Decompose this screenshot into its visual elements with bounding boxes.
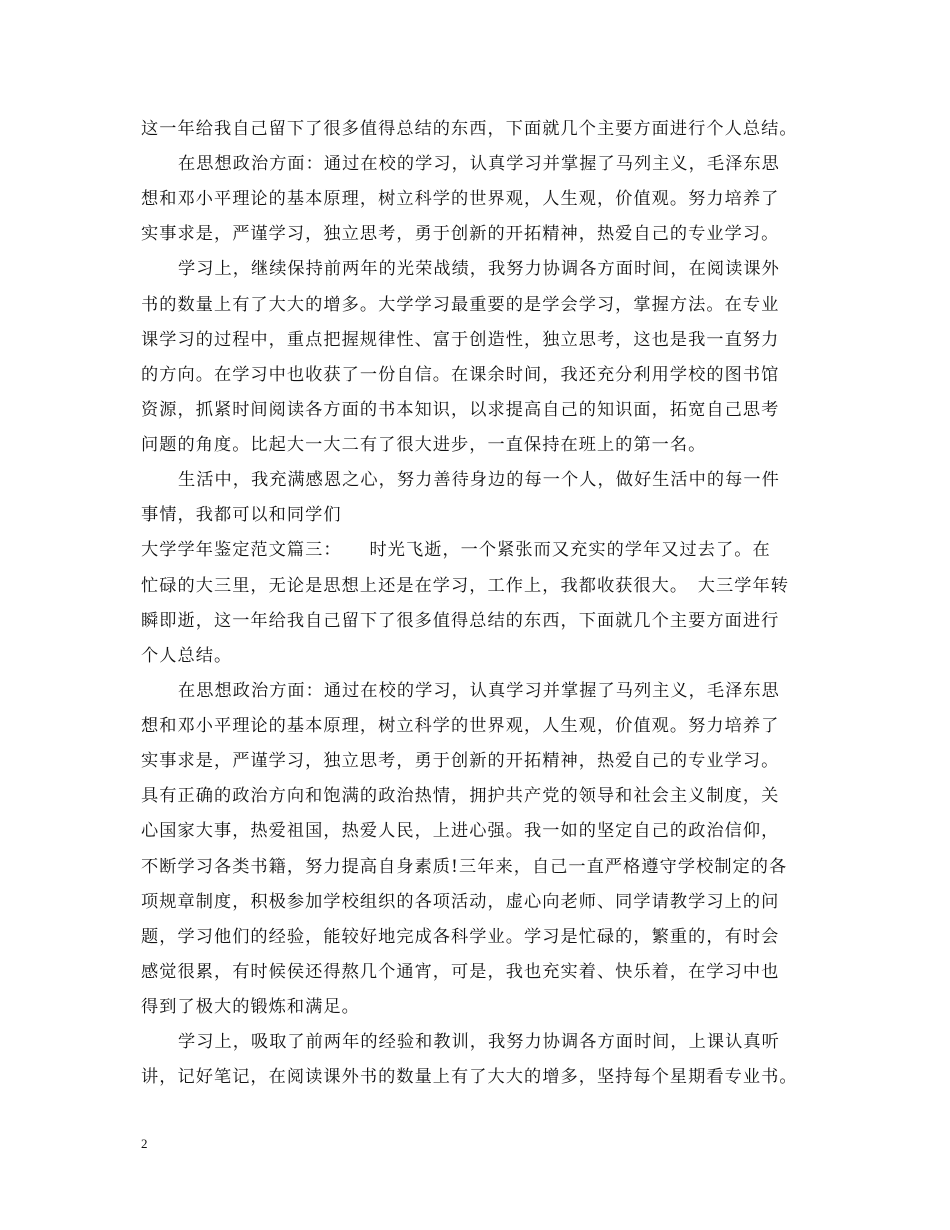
- text-line: 忙碌的大三里，无论是思想上还是在学习，工作上，我都收获很大。 大三学年转: [141, 576, 789, 596]
- text-line: 在思想政治方面：通过在校的学习，认真学习并掌握了马列主义，毛泽东思: [178, 681, 780, 701]
- text-line: 这一年给我自己留下了很多值得总结的东西，下面就几个主要方面进行个人总结。: [141, 119, 798, 139]
- text-line: 大学学年鉴定范文篇三： 时光飞逝，一个紧张而又充实的学年又过去了。在: [141, 540, 771, 560]
- text-line: 感觉很累，有时候侯还得熬几个通宵，可是，我也充实着、快乐着，在学习中也: [141, 962, 780, 982]
- text-line: 学习上，继续保持前两年的光荣战绩，我努力协调各方面时间，在阅读课外: [178, 259, 780, 279]
- text-line: 实事求是，严谨学习，独立思考，勇于创新的开拓精神，热爱自己的专业学习。: [141, 224, 780, 244]
- text-line: 问题的角度。比起大一大二有了很大进步，一直保持在班上的第一名。: [141, 435, 707, 455]
- text-line: 学习上，吸取了前两年的经验和教训，我努力协调各方面时间，上课认真听: [178, 1032, 780, 1052]
- text-line: 生活中，我充满感恩之心，努力善待身边的每一个人，做好生活中的每一件: [178, 470, 780, 490]
- text-line: 的方向。在学习中也收获了一份自信。在课余时间，我还充分利用学校的图书馆: [141, 365, 780, 385]
- text-line: 课学习的过程中，重点把握规律性、富于创造性，独立思考，这也是我一直努力: [141, 330, 780, 350]
- text-line: 心国家大事，热爱祖国，热爱人民，上进心强。我一如的坚定自己的政治信仰，: [141, 821, 780, 841]
- text-line: 个人总结。: [141, 646, 233, 666]
- text-line: 项规章制度，积极参加学校组织的各项活动，虚心向老师、同学请教学习上的问: [141, 892, 780, 912]
- text-line: 事情，我都可以和同学们: [141, 505, 342, 525]
- text-line: 瞬即逝，这一年给我自己留下了很多值得总结的东西，下面就几个主要方面进行: [141, 611, 780, 631]
- text-line: 书的数量上有了大大的增多。大学学习最重要的是学会学习，掌握方法。在专业: [141, 295, 780, 315]
- text-line: 得到了极大的锻炼和满足。: [141, 997, 360, 1017]
- text-line: 讲，记好笔记，在阅读课外书的数量上有了大大的增多，坚持每个星期看专业书。: [141, 1067, 798, 1087]
- text-line: 想和邓小平理论的基本原理，树立科学的世界观，人生观，价值观。努力培养了: [141, 716, 780, 736]
- page-number: 2: [141, 1136, 148, 1151]
- text-line: 不断学习各类书籍，努力提高自身素质!三年来，自己一直严格遵守学校制定的各: [141, 857, 788, 877]
- text-line: 想和邓小平理论的基本原理，树立科学的世界观，人生观，价值观。努力培养了: [141, 189, 780, 209]
- text-line: 题，学习他们的经验，能较好地完成各科学业。学习是忙碌的，繁重的，有时会: [141, 927, 780, 947]
- text-line: 资源，抓紧时间阅读各方面的书本知识，以求提高自己的知识面，拓宽自己思考: [141, 400, 780, 420]
- text-line: 具有正确的政治方向和饱满的政治热情，拥护共产党的领导和社会主义制度，关: [141, 786, 780, 806]
- text-line: 实事求是，严谨学习，独立思考，勇于创新的开拓精神，热爱自己的专业学习。: [141, 751, 780, 771]
- text-line: 在思想政治方面：通过在校的学习，认真学习并掌握了马列主义，毛泽东思: [178, 154, 780, 174]
